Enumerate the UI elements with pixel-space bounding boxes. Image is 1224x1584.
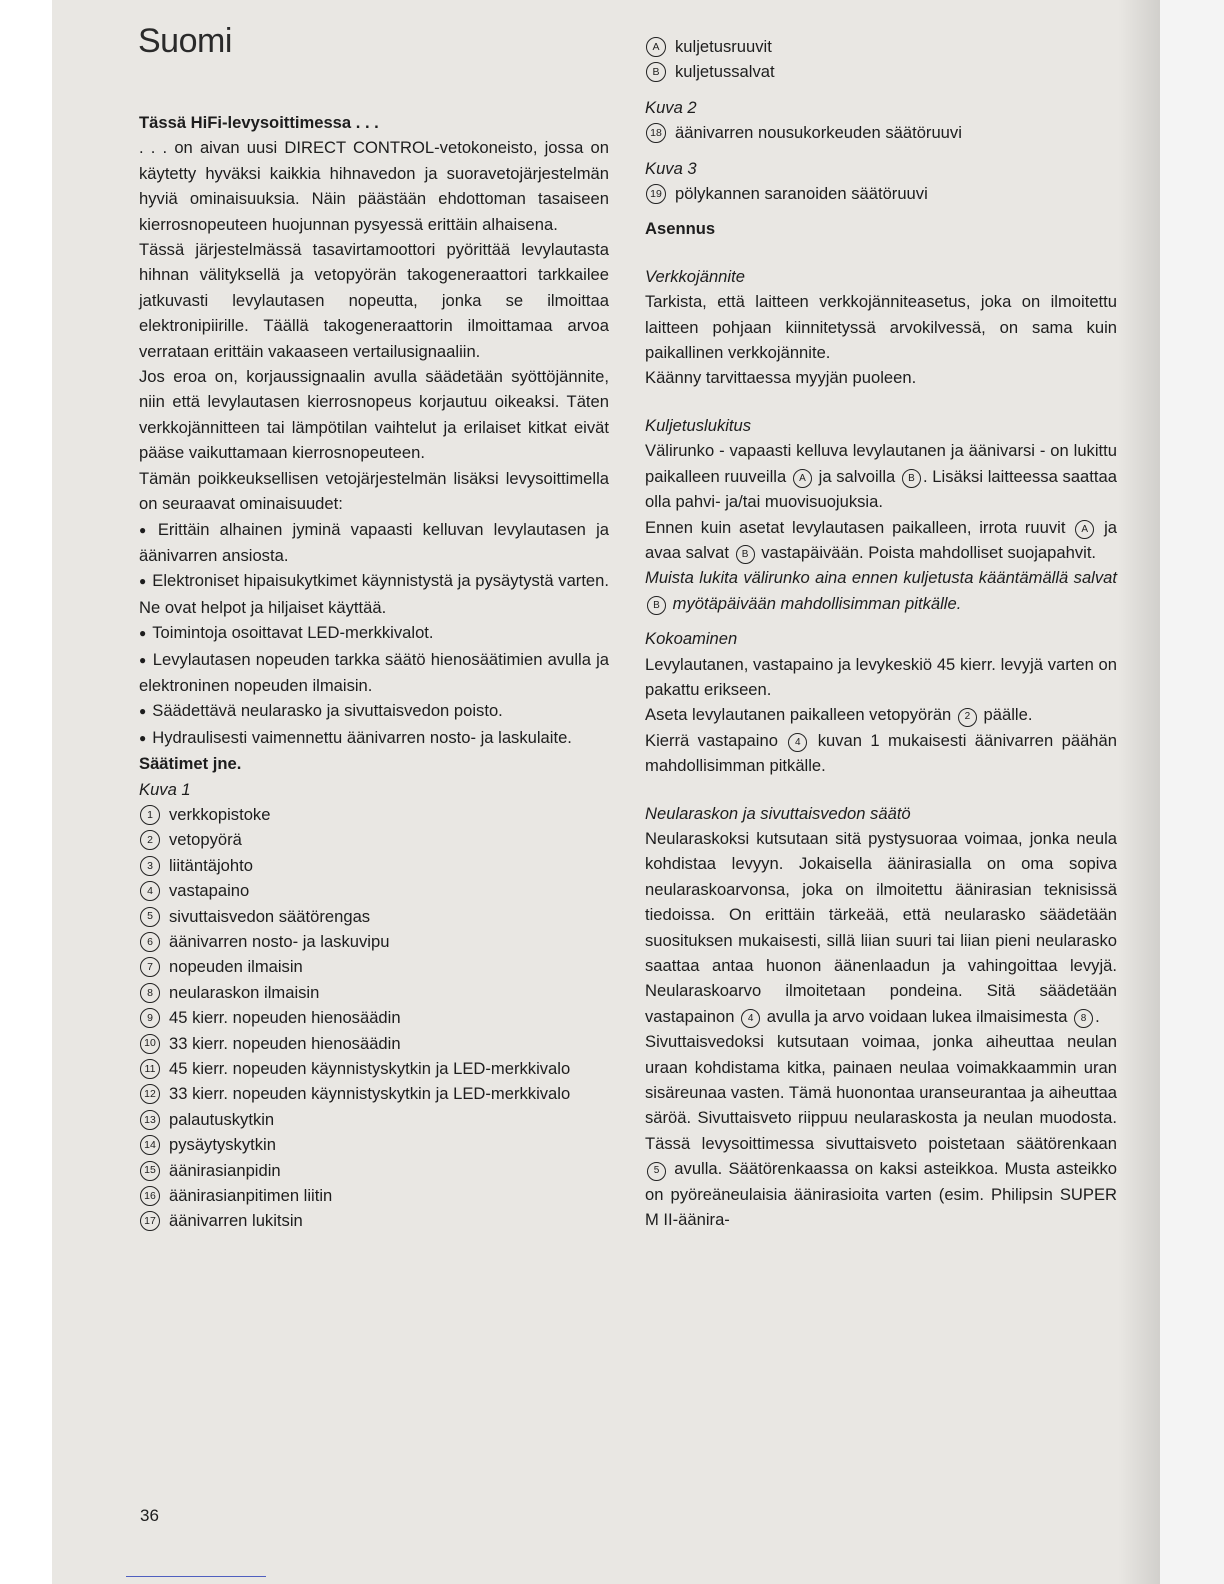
correction-paragraph: Jos eroa on, korjaussignaalin avulla säädetään syöttöjännite, niin että levylautasen kierrosnopeus korjautuu oikeaksi. Täten verkkojännitteen tai lämpötilan vaihtelut ja erilaiset kitkat eivät pääse vaikuttamaan kierrosnopeuteen. [139,367,609,463]
part-number-badge: 11 [140,1059,160,1079]
part-item [139,1183,609,1208]
page-title: Suomi [138,22,232,60]
part-label: äänirasianpitimen liitin [169,1186,333,1206]
ref-badge: 4 [741,1009,760,1028]
anti-skating-text: Sivuttaisvedoksi kutsutaan voimaa, jonka aiheuttaa neulan uraan kohdistama kitka, painaen neulaa voimakkaammin uran sisäreunaa vasten. Tämä huonontaa uranseurantaa ja aiheuttaa säröä. Sivuttaisveto riippuu neularaskosta ja neulan muodosta. Tässä levysoittimessa sivuttaisveto poistetaan säätörenkaan 5 avulla. Säätörenkaassa on kaksi asteikkoa. Musta asteikko on pyöreäneulaisia äänirasioita varten (esim. Philipsin SUPER M II-äänira- [645,1032,1117,1230]
assembly-subheading: Kokoaminen [645,629,738,649]
part-label: äänirasianpidin [169,1160,281,1180]
part-item [139,954,609,979]
transport-unlock-text: Ennen kuin asetat levylautasen paikalleen, irrota ruuvit A ja avaa salvat B vastapäivään. Poista mahdolliset suojapahvit. [645,515,1117,566]
part-number-badge: 16 [140,1186,160,1206]
part-label: vastapaino [169,881,250,901]
part-item [139,1056,609,1081]
transport-parts-list [645,34,1117,85]
part-number-badge: 18 [646,123,666,143]
assembly-counterweight-text: Kierrä vastapaino 4 kuvan 1 mukaisesti äänivarren päähän mahdollisimman pitkälle. [645,730,1117,776]
part-item [645,59,1117,84]
part-letter-badge: B [646,62,666,82]
part-label: kuljetusruuvit [675,37,772,56]
part-number-badge: 9 [140,1008,160,1028]
part-number-badge: 3 [140,856,160,876]
part-item [139,929,609,954]
tracking-force-subheading: Neularaskon ja sivuttaisvedon säätö [645,803,911,823]
page-binding-shadow [1118,0,1160,1584]
right-column [645,34,1117,1232]
transport-lock-text: Välirunko - vapaasti kelluva levylautanen ja äänivarsi - on lukittu paikalleen ruuveilla A ja salvoilla B . Lisäksi laitteessa saattaa olla pahvi- ja/tai muovisuojuksia. [645,441,1117,512]
part-label: äänivarren nosto- ja laskuvipu [169,932,390,951]
parts-list [139,802,609,1234]
part-item [645,120,1117,145]
part-label: vetopyörä [169,830,242,850]
feature-item: ● Elektroniset hipaisukytkimet käynnistystä ja pysäytystä varten. Ne ovat helpot ja hiljaiset käyttää. [139,568,609,620]
features-intro: Tämän poikkeuksellisen vetojärjestelmän lisäksi levysoittimella on seuraavat ominaisuudet: [139,468,609,514]
part-number-badge: 6 [140,932,160,952]
figure-2-label: Kuva 2 [645,97,697,117]
part-item [139,1208,609,1233]
part-item [139,1005,609,1030]
part-item [139,1132,609,1157]
tracking-force-text: Neularaskoksi kutsutaan sitä pystysuoraa voimaa, jonka neula kohdistaa levyyn. Jokaisella äänirasialla on oma sopiva neularaskoarvonsa, joka on ilmoitettu äänirasian teknisissä tiedoissa. On erittäin tärkeää, että neularasko säädetään suosituksen mukaisesti, sillä liian suuri tai liian pieni neularasko saattaa antaa huonon äänenlaadun ja vahingoittaa levyjä. Neularaskoarvo ilmoitetaan pondeina. Sitä säädetään vastapainon 4 avulla ja arvo voidaan lukea ilmaisimesta 8 . [645,826,1117,1029]
part-number-badge: 12 [140,1084,160,1104]
part-label: nopeuden ilmaisin [169,957,303,977]
link-underline [126,1576,266,1577]
controls-heading: Säätimet jne. [139,754,242,774]
feature-item: ● Levylautasen nopeuden tarkka säätö hienosäätimien avulla ja elektroninen nopeuden ilmaisin. [139,647,609,699]
ref-badge: B [902,469,921,488]
part-label: 45 kierr. nopeuden käynnistyskytkin ja LED-merkkivalo [169,1059,571,1079]
ref-badge: A [793,469,812,488]
part-label: 33 kierr. nopeuden käynnistyskytkin ja LED-merkkivalo [169,1084,571,1104]
figure-1-label: Kuva 1 [139,779,191,799]
figure-3-parts [645,181,1117,206]
voltage-text: Tarkista, että laitteen verkkojänniteasetus, joka on ilmoitettu laitteen pohjaan kiinnitetyssä arvokilvessä, on sama kuin paikallinen verkkojännite. [645,292,1117,363]
part-number-badge: 13 [140,1110,160,1130]
part-number-badge: 5 [140,907,160,927]
ref-badge: B [647,596,666,615]
part-label: pysäytyskytkin [169,1135,276,1155]
ref-badge: B [736,545,755,564]
part-label: sivuttaisvedon säätörengas [169,906,371,926]
part-number-badge: 1 [140,805,160,825]
feature-item: ● Hydraulisesti vaimennettu äänivarren nosto- ja laskulaite. [139,725,609,751]
part-label: pölykannen saranoiden säätöruuvi [675,184,928,204]
left-column [139,110,609,1234]
part-number-badge: 2 [140,830,160,850]
part-label: 33 kierr. nopeuden hienosäädin [169,1033,401,1053]
feature-item: ● Toimintoja osoittavat LED-merkkivalot. [139,620,609,646]
intro-paragraph: . . . on aivan uusi DIRECT CONTROL-vetokoneisto, jossa on käytetty hyväksi kaikkia hihnavedon ja suoravetojärjestelmän hyviä ominaisuuksia. Näin päästään ehdottoman tasaiseen kierrosnopeuteen huojunnan pysyessä erittäin alhaisena. [139,138,609,234]
part-number-badge: 14 [140,1135,160,1155]
assembly-platter-text: Aseta levylautanen paikalleen vetopyörän 2 päälle. [645,702,1117,727]
part-item [139,1107,609,1132]
part-item [645,34,1117,59]
part-label: neularaskon ilmaisin [169,982,320,1002]
install-heading: Asennus [645,219,716,239]
part-number-badge: 7 [140,957,160,977]
part-label: verkkopistoke [169,804,271,824]
part-label: äänivarren lukitsin [169,1211,303,1231]
voltage-subheading: Verkkojännite [645,266,745,286]
page-margin-right [1160,0,1224,1584]
page-number: 36 [140,1506,159,1525]
part-letter-badge: A [646,37,666,57]
part-item [139,1031,609,1056]
part-item [139,878,609,903]
part-number-badge: 19 [646,184,666,204]
voltage-note: Käänny tarvittaessa myyjän puoleen. [645,368,917,388]
page-margin-left [0,0,52,1584]
part-label: kuljetussalvat [675,62,775,82]
part-item [139,1158,609,1183]
ref-badge: 5 [647,1162,666,1181]
part-label: palautuskytkin [169,1109,275,1129]
ref-badge: A [1075,520,1094,539]
part-item [139,853,609,878]
part-number-badge: 17 [140,1211,160,1231]
feature-list [139,517,609,752]
assembly-text: Levylautanen, vastapaino ja levykeskiö 45 kierr. levyjä varten on pakattu erikseen. [645,654,1117,699]
transport-lock-subheading: Kuljetuslukitus [645,415,752,435]
part-item [139,980,609,1005]
part-number-badge: 4 [140,881,160,901]
part-number-badge: 15 [140,1161,160,1181]
ref-badge: 4 [788,733,807,752]
part-item [139,827,609,852]
part-label: liitäntäjohto [169,855,253,875]
part-number-badge: 10 [140,1034,160,1054]
figure-2-parts [645,120,1117,145]
part-label: 45 kierr. nopeuden hienosäädin [169,1008,401,1028]
part-item [139,1081,609,1106]
part-item [645,181,1117,206]
part-item [139,904,609,929]
transport-warning: Muista lukita välirunko aina ennen kuljetusta kääntämällä salvat B myötäpäivään mahdollisimman pitkälle. [645,565,1117,616]
part-item [139,802,609,827]
figure-3-label: Kuva 3 [645,158,697,178]
part-number-badge: 8 [140,983,160,1003]
intro-heading: Tässä HiFi-levysoittimessa . . . [139,113,379,132]
part-label: äänivarren nousukorkeuden säätöruuvi [675,123,962,143]
system-paragraph: Tässä järjestelmässä tasavirtamoottori pyörittää levylautasta hihnan välityksellä ja vetopyörän takogeneraattori tarkkailee jatkuvasti levylautasen nopeutta, jonka se ilmoittaa elektronipiirille. Täällä takogeneraattorin ilmoittamaa arvoa verrataan erittäin vakaaseen vertailusignaaliin. [139,240,609,361]
ref-badge: 8 [1074,1009,1093,1028]
feature-item: ● Säädettävä neularasko ja sivuttaisvedon poisto. [139,698,609,724]
feature-item: ● Erittäin alhainen jyminä vapaasti kelluvan levylautasen ja äänivarren ansiosta. [139,517,609,569]
ref-badge: 2 [958,708,977,727]
